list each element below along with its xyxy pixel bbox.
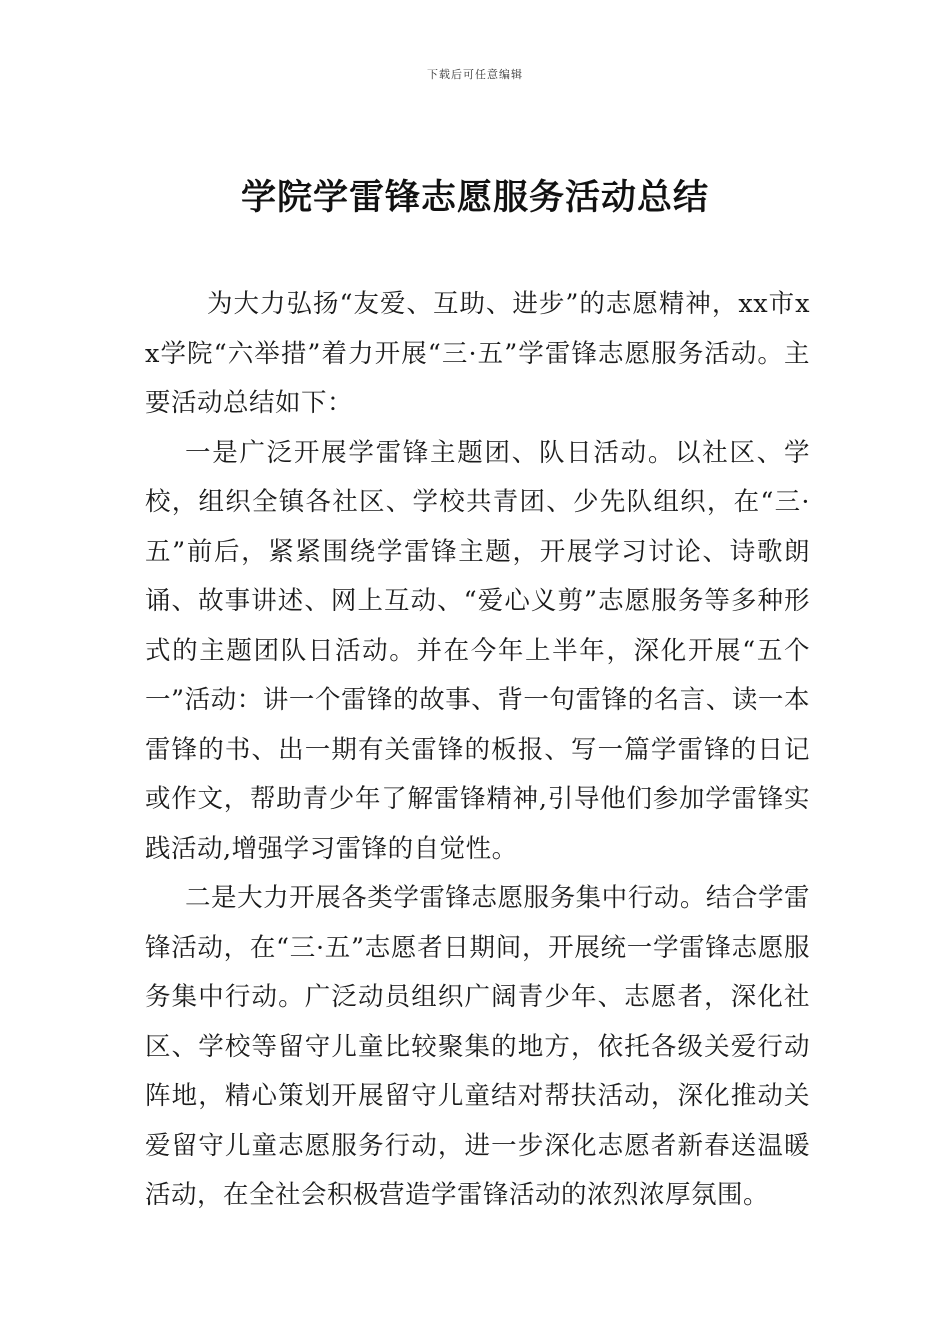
paragraph-first-measure: 一是广泛开展学雷锋主题团、队日活动。以社区、学校，组织全镇各社区、学校共青团、少先队组织，在“三·五”前后，紧紧围绕学雷锋主题，开展学习讨论、诗歌朗诵、故事讲述、网上互动、“爱心义剪”志愿服务等多种形式的主题团队日活动。并在今年上半年，深化开展“五个一”活动：讲一个雷锋的故事、背一句雷锋的名言、读一本雷锋的书、出一期有关雷锋的板报、写一篇学雷锋的日记或作文，帮助青少年了解雷锋精神,引导他们参加学雷锋实践活动,增强学习雷锋的自觉性。	[145, 437, 810, 864]
paragraph-second-measure: 二是大力开展各类学雷锋志愿服务集中行动。结合学雷锋活动，在“三·五”志愿者日期间，开展统一学雷锋志愿服务集中行动。广泛动员组织广阔青少年、志愿者，深化社区、学校等留守儿童比较聚集的地方，依托各级关爱行动阵地，精心策划开展留守儿童结对帮扶活动，深化推动关爱留守儿童志愿服务行动，进一步深化志愿者新春送温暖活动，在全社会积极营造学雷锋活动的浓烈浓厚氛围。	[145, 883, 810, 1210]
document-body	[145, 280, 810, 1221]
document-title: 学院学雷锋志愿服务活动总结	[240, 178, 709, 218]
paragraph-intro: 为大力弘扬“友爱、互助、进步”的志愿精神，xx市xx学院“六举措”着力开展“三·五”学雷锋志愿服务活动。主要活动总结如下：	[145, 289, 810, 418]
header-note: 下载后可任意编辑	[427, 68, 523, 81]
